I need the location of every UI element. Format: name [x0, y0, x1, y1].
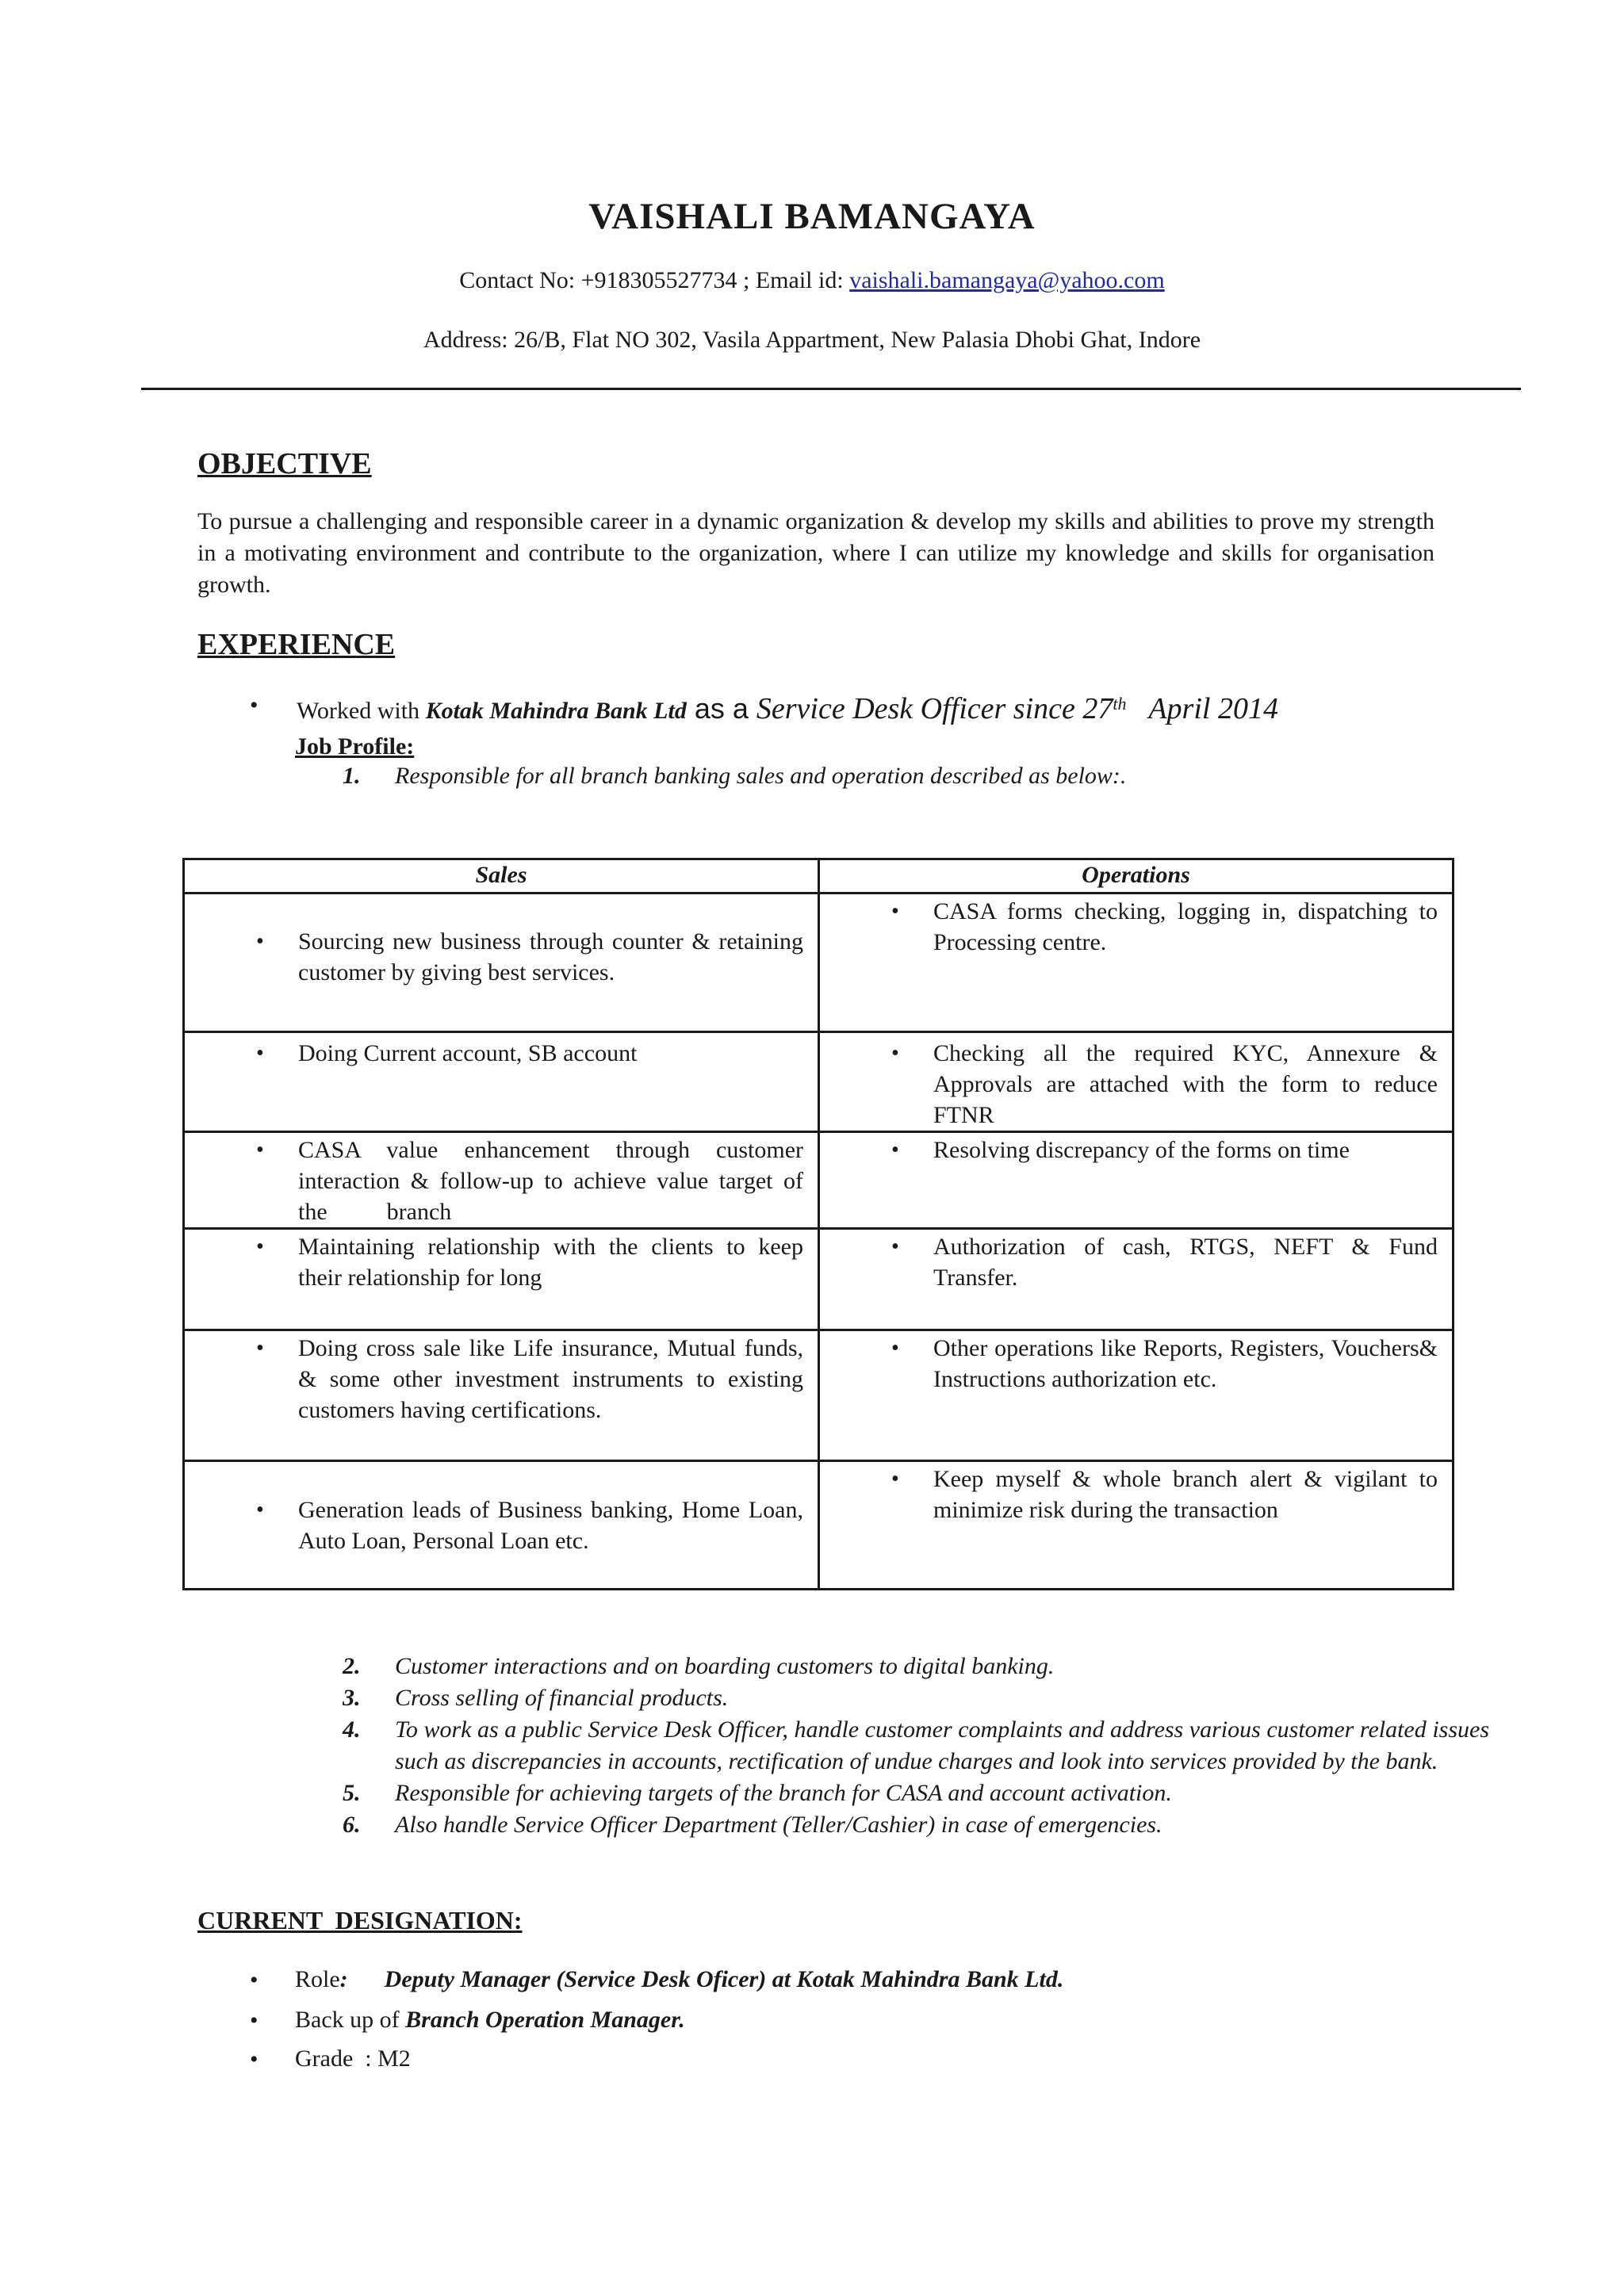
- table-row: [184, 1330, 1454, 1461]
- job-profile-label: Job Profile:: [295, 733, 415, 760]
- bullet-icon: •: [891, 1138, 899, 1162]
- item-number: 6.: [343, 1812, 361, 1838]
- item-1-text: Responsible for all branch banking sales and operation described as below:.: [395, 763, 1127, 789]
- contact-text: Contact No: +918305527734 ; Email id:: [459, 267, 850, 293]
- item-number: 2.: [343, 1653, 361, 1679]
- list-item: [343, 1777, 1489, 1809]
- table-row: [184, 894, 1454, 1032]
- operations-cell: Authorization of cash, RTGS, NEFT & Fund Transfer.: [933, 1234, 1438, 1291]
- item-text: Responsible for achieving targets of the branch for CASA and account activation.: [395, 1780, 1172, 1806]
- bullet-icon: •: [891, 899, 899, 924]
- table-row: [184, 1461, 1454, 1590]
- role-label: Role: [295, 1966, 340, 1992]
- item-text: Also handle Service Officer Department (Teller/Cashier) in case of emergencies.: [395, 1812, 1162, 1838]
- backup-label: Back up of: [295, 2007, 406, 2033]
- table-row: [184, 1229, 1454, 1330]
- list-item: [343, 1809, 1489, 1841]
- table-row: [184, 1132, 1454, 1229]
- table-row: [184, 1032, 1454, 1132]
- operations-cell: Checking all the required KYC, Annexure & Approvals are attached with the form to reduce FTNR: [933, 1040, 1438, 1128]
- bullet-icon: •: [891, 1234, 899, 1259]
- bullet-icon: •: [891, 1336, 899, 1360]
- bullet-icon: •: [891, 1467, 899, 1491]
- experience-heading: EXPERIENCE: [197, 628, 396, 661]
- sales-cell: Sourcing new business through counter & retaining customer by giving best services.: [298, 928, 803, 985]
- duties-list: [343, 1651, 1489, 1841]
- objective-heading: OBJECTIVE: [197, 447, 372, 480]
- operations-cell: CASA forms checking, logging in, dispatching to Processing centre.: [933, 898, 1438, 955]
- sales-cell: Maintaining relationship with the clients to keep their relationship for long: [298, 1234, 803, 1291]
- bullet-icon: •: [250, 692, 259, 718]
- bullet-icon: •: [256, 1336, 264, 1360]
- operations-column-header: Operations: [819, 859, 1454, 894]
- sales-column-header: Sales: [184, 859, 819, 894]
- backup-value: Branch Operation Manager.: [405, 2007, 685, 2033]
- header-divider: [141, 388, 1521, 390]
- operations-cell: Other operations like Reports, Registers, Vouchers& Instructions authorization etc.: [933, 1335, 1438, 1392]
- experience-summary: [297, 691, 1278, 726]
- sales-cell: CASA value enhancement through customer interaction & follow-up to achieve value target of the branch: [298, 1137, 810, 1225]
- role-since-text: Service Desk Officer since 27: [756, 692, 1113, 725]
- bullet-icon: •: [250, 2007, 259, 2034]
- operations-cell: Keep myself & whole branch alert & vigilant to minimize risk during the transaction: [933, 1466, 1438, 1523]
- worked-with-text: Worked with: [297, 698, 426, 724]
- item-number: 5.: [343, 1780, 361, 1806]
- bullet-icon: •: [891, 1041, 899, 1066]
- designation-heading: CURRENT DESIGNATION:: [197, 1906, 523, 1934]
- bullet-icon: •: [256, 1138, 264, 1162]
- sales-operations-table: [182, 858, 1454, 1590]
- grade-line: Grade : M2: [295, 2045, 411, 2072]
- role-line: [295, 1966, 1063, 1993]
- role-value: Deputy Manager (Service Desk Oficer) at Kotak Mahindra Bank Ltd.: [384, 1966, 1064, 1992]
- item-number: 4.: [343, 1716, 361, 1743]
- item-text: Cross selling of financial products.: [395, 1685, 729, 1711]
- list-item: [343, 1682, 1489, 1714]
- item-text: Customer interactions and on boarding customers to digital banking.: [395, 1653, 1055, 1679]
- start-date: April 2014: [1126, 692, 1278, 725]
- sales-cell: Doing Current account, SB account: [298, 1040, 638, 1066]
- list-item: [343, 1714, 1489, 1777]
- email-link[interactable]: vaishali.bamangaya@yahoo.com: [849, 267, 1165, 293]
- objective-text: To pursue a challenging and responsible career in a dynamic organization & develop my skills and abilities to prove my strength in a motivating environment and contribute to the organization, where I can utilize my knowledge and skills for organisation growth.: [197, 508, 1434, 598]
- item-text: To work as a public Service Desk Officer, handle customer complaints and address various customer related issues such as discrepancies in accounts, rectification of undue charges and look into services provided by the bank.: [395, 1716, 1489, 1774]
- item-number: 3.: [343, 1685, 361, 1711]
- backup-line: [295, 2007, 685, 2034]
- sales-cell: Generation leads of Business banking, Home Loan, Auto Loan, Personal Loan etc.: [298, 1497, 803, 1554]
- list-item: [343, 1651, 1489, 1682]
- date-superscript: th: [1113, 694, 1127, 714]
- bullet-icon: •: [250, 1967, 259, 1993]
- bullet-icon: •: [250, 2046, 259, 2072]
- as-a-text: as a: [686, 692, 756, 725]
- bullet-icon: •: [256, 1234, 264, 1259]
- operations-cell: Resolving discrepancy of the forms on time: [933, 1137, 1350, 1163]
- candidate-name: VAISHALI BAMANGAYA: [588, 196, 1036, 237]
- bullet-icon: •: [256, 1498, 264, 1522]
- contact-line: [0, 267, 1624, 294]
- role-colon: :: [339, 1966, 348, 1992]
- item-number-1: 1.: [343, 763, 361, 789]
- bullet-icon: •: [256, 929, 264, 954]
- address-line: Address: 26/B, Flat NO 302, Vasila Appartment, New Palasia Dhobi Ghat, Indore: [423, 327, 1201, 353]
- company-name: Kotak Mahindra Bank Ltd: [425, 698, 687, 724]
- bullet-icon: •: [256, 1041, 264, 1066]
- sales-cell: Doing cross sale like Life insurance, Mutual funds, & some other investment instruments to existing customers having certifications.: [298, 1335, 803, 1423]
